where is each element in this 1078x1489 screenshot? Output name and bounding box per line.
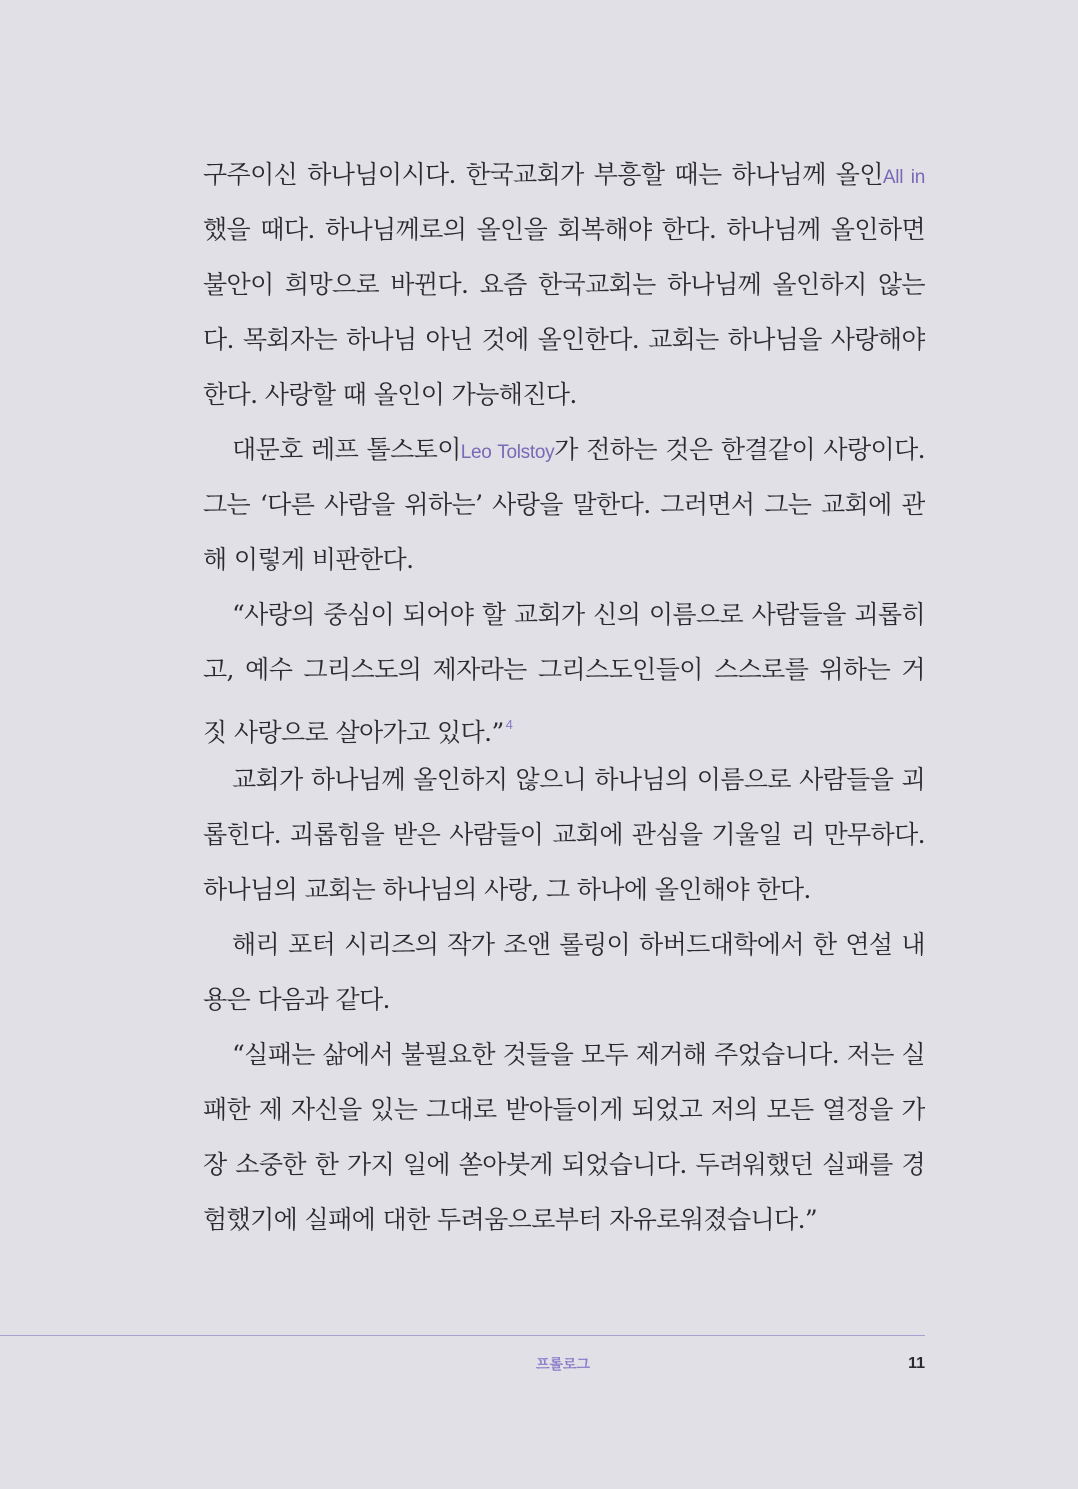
text-line: “실패는 삶에서 불필요한 것들을 모두 제거해 주었습니다. 저는 실 (232, 1040, 925, 1069)
text-line: 짓 사랑으로 살아가고 있다.” $^4$ (203, 717, 513, 747)
text-line: 롭힌다. 괴롭힘을 받은 사람들이 교회에 관심을 기울일 리 만무하다. (203, 820, 925, 849)
footnote-marker: 4 (505, 717, 513, 732)
text-line: 하나님의 교회는 하나님의 사랑, 그 하나에 올인해야 한다. (203, 875, 811, 904)
paragraph-3-quote (203, 587, 925, 752)
english-gloss: Leo Tolstoy (460, 442, 555, 463)
body-text (203, 147, 925, 1247)
text-line: 교회가 하나님께 올인하지 않으니 하나님의 이름으로 사람들을 괴 (232, 765, 925, 794)
text-line: 패한 제 자신을 있는 그대로 받아들이게 되었고 저의 모든 열정을 가 (203, 1095, 925, 1124)
text-line: 해 이렇게 비판한다. (203, 545, 414, 574)
text-line: 그는 ‘다른 사람을 위하는’ 사랑을 말한다. 그러면서 그는 교회에 관 (203, 490, 925, 519)
text-line: 대문호 레프 톨스토이Leo Tolstoy가 전하는 것은 한결같이 사랑이다. (232, 435, 925, 464)
page-number: 11 (908, 1355, 925, 1372)
text-line: 했을 때다. 하나님께로의 올인을 회복해야 한다. 하나님께 올인하면 (203, 215, 925, 244)
text-line: 불안이 희망으로 바뀐다. 요즘 한국교회는 하나님께 올인하지 않는 (203, 270, 925, 299)
text-line: 한다. 사랑할 때 올인이 가능해진다. (203, 380, 577, 409)
text-line: 다. 목회자는 하나님 아닌 것에 올인한다. 교회는 하나님을 사랑해야 (203, 325, 925, 354)
paragraph-4 (203, 752, 925, 917)
text-line: 용은 다음과 같다. (203, 985, 390, 1014)
paragraph-2 (203, 422, 925, 587)
text-line: 고, 예수 그리스도의 제자라는 그리스도인들이 스스로를 위하는 거 (203, 655, 925, 684)
text-line: 장 소중한 한 가지 일에 쏟아붓게 되었습니다. 두려워했던 실패를 경 (203, 1150, 925, 1179)
paragraph-1 (203, 147, 925, 422)
text-line: 구주이신 하나님이시다. 한국교회가 부흥할 때는 하나님께 올인All in (203, 160, 925, 189)
running-section-title: 프롤로그 (535, 1357, 591, 1373)
paragraph-5 (203, 917, 925, 1027)
text-line: 해리 포터 시리즈의 작가 조앤 롤링이 하버드대학에서 한 연설 내 (232, 930, 925, 959)
text-line: “사랑의 중심이 되어야 할 교회가 신의 이름으로 사람들을 괴롭히 (232, 600, 925, 629)
text-line: 험했기에 실패에 대한 두려움으로부터 자유로워졌습니다.” (203, 1205, 818, 1234)
english-gloss: All in (882, 167, 925, 188)
paragraph-6-quote (203, 1027, 925, 1247)
footer-divider (0, 1335, 925, 1336)
